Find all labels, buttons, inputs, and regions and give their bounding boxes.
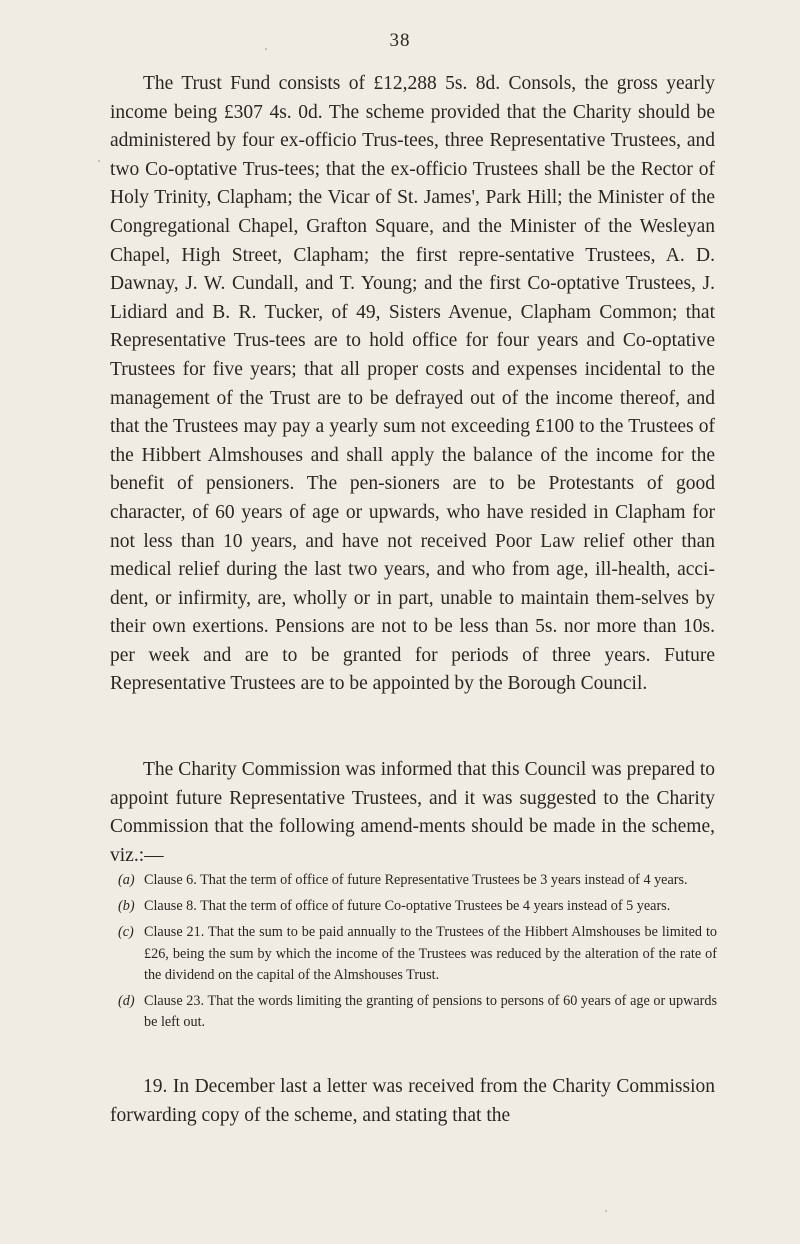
paragraph-december-letter: 19. In December last a letter was received from the Charity Commission forwarding copy of the scheme, and stating that the	[110, 1076, 715, 1126]
amendment-item	[112, 922, 717, 986]
page-number: 38	[389, 30, 411, 51]
paragraph-trust-fund: The Trust Fund consists of £12,288 5s. 8d. Consols, the gross yearly income being £307 4s. 0d. The scheme provided that the Charity should be administered by four ex-officio Trus-tees, three Representative Trustees, and two Co-optative Trus-tees; that the ex-officio Trustees shall be the Rector of Holy Trinity, Clapham; the Vicar of St. James', Park Hill; the Minister of the Congregational Chapel, Grafton Square, and the Minister of the Wesleyan Chapel, High Street, Clapham; the first repre-sentative Trustees, A. D. Dawnay, J. W. Cundall, and T. Young; and the first Co-optative Trustees, J. Lidiard and B. R. Tucker, of 49, Sisters Avenue, Clapham Common; that Representative Trus-tees are to hold office for four years and Co-optative Trustees for five years; that all proper costs and expenses incidental to the management of the Trust are to be defrayed out of the income thereof, and that the Trustees may pay a yearly sum not exceeding £100 to the Trustees of the Hibbert Almshouses and shall apply the balance of the income for the benefit of pensioners. The pen-sioners are to be Protestants of good character, of 60 years of age or upwards, who have resided in Clapham for not less than 10 years, and have not received Poor Law relief other than medical relief during the last two years, and who from age, ill-health, acci-dent, or infirmity, are, wholly or in part, unable to maintain them-selves by their own exertions. Pensions are not to be less than 5s. nor more than 10s. per week and are to be granted for periods of three years. Future Representative Trustees are to be appointed by the Borough Council.	[110, 73, 715, 695]
amendment-mark: (c)	[118, 924, 134, 941]
amendment-item	[112, 991, 717, 1033]
paper-speck	[605, 1210, 607, 1212]
paragraph-charity-commission: The Charity Commission was informed that this Council was prepared to appoint future Representative Trustees, and it was suggested to the Charity Commission that the following amend-ments should be made in the scheme, viz.:—	[110, 759, 715, 866]
paper-speck	[98, 160, 100, 162]
amendments-list	[112, 870, 717, 1038]
amendment-text: Clause 23. That the words limiting the granting of pensions to persons of 60 years of age or upwards be left out.	[144, 993, 717, 1031]
amendment-text: Clause 6. That the term of office of future Representative Trustees be 3 years instead of 4 years.	[144, 872, 688, 888]
amendment-item	[112, 870, 717, 891]
amendment-mark: (d)	[118, 993, 135, 1010]
amendment-mark: (b)	[118, 898, 135, 915]
amendment-text: Clause 8. That the term of office of future Co-optative Trustees be 4 years instead of 5 years.	[144, 898, 671, 915]
amendment-mark: (a)	[118, 872, 135, 888]
paper-speck	[265, 48, 267, 50]
amendment-text: Clause 21. That the sum to be paid annually to the Trustees of the Hibbert Almshouses be limited to £26, being the sum by which the income of the Trustees was reduced by the alteration of the rate of the dividend on the capital of the Almshouses Trust.	[144, 924, 717, 983]
amendment-item	[112, 896, 717, 917]
